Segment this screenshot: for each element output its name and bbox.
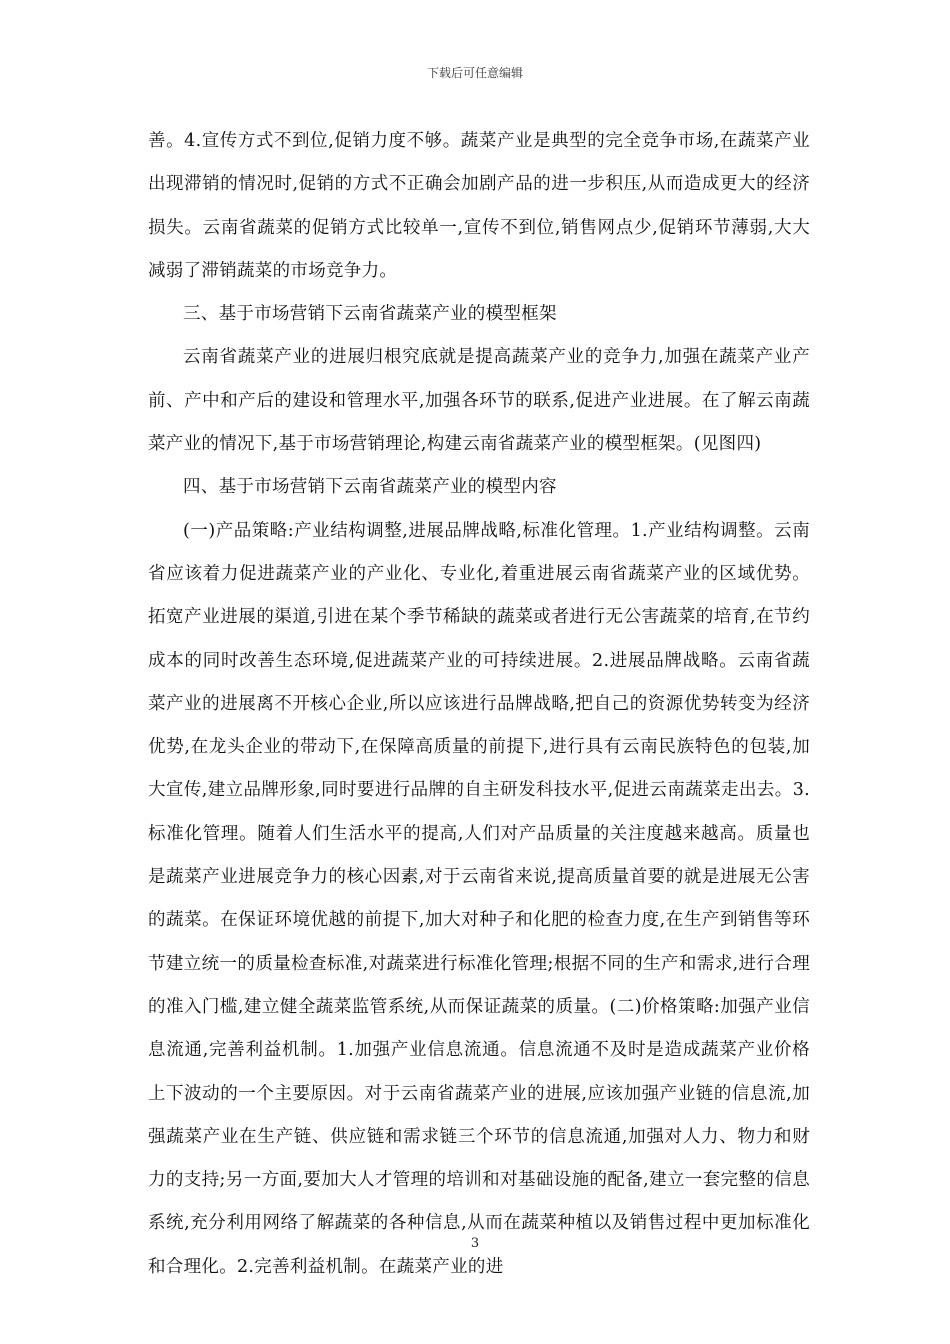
section-heading-3: 三、基于市场营销下云南省蔬菜产业的模型框架	[183, 304, 557, 325]
paragraph-model-framework: 云南省蔬菜产业的进展归根究底就是提高蔬菜产业的竞争力,加强在蔬菜产业产前、产中和产后的建设和管理水平,加强各环节的联系,促进产业进展。在了解云南蔬菜产业的情况下,基于市场营销理论,构建云南省蔬菜产业的模型框架。(见图四)	[148, 347, 810, 455]
paragraph-strategies: (一)产品策略:产业结构调整,进展品牌战略,标准化管理。1.产业结构调整。云南省应该着力促进蔬菜产业的产业化、专业化,着重进展云南省蔬菜产业的区域优势。拓宽产业进展的渠道,引进在某个季节稀缺的蔬菜或者进行无公害蔬菜的培育,在节约成本的同时改善生态环境,促进蔬菜产业的可持续进展。2.进展品牌战略。云南省蔬菜产业的进展离不开核心企业,所以应该进行品牌战略,把自己的资源优势转变为经济优势,在龙头企业的带动下,在保障高质量的前提下,进行具有云南民族特色的包装,加大宣传,建立品牌形象,同时要进行品牌的自主研发科技水平,促进云南蔬菜走出去。3.标准化管理。随着人们生活水平的提高,人们对产品质量的关注度越来越高。质量也是蔬菜产业进展竞争力的核心因素,对于云南省来说,提高质量首要的就是进展无公害的蔬菜。在保证环境优越的前提下,加大对种子和化肥的检查力度,在生产到销售等环节建立统一的质量检查标准,对蔬菜进行标准化管理;根据不同的生产和需求,进行合理的准入门槛,建立健全蔬菜监管系统,从而保证蔬菜的质量。(二)价格策略:加强产业信息流通,完善利益机制。1.加强产业信息流通。信息流通不及时是造成蔬菜产业价格上下波动的一个主要原因。对于云南省蔬菜产业的进展,应该加强产业链的信息流,加强蔬菜产业在生产链、供应链和需求链三个环节的信息流通,加强对人力、物力和财力的支持;另一方面,要加大人才管理的培训和对基础设施的配备,建立一套完整的信息系统,充分利用网络了解蔬菜的各种信息,从而在蔬菜种植以及销售过程中更加标准化和合理化。2.完善利益机制。在蔬菜产业的进	[148, 520, 810, 1277]
section-heading-4: 四、基于市场营销下云南省蔬菜产业的模型内容	[183, 477, 557, 498]
paragraph-continuation: 善。4.宣传方式不到位,促销力度不够。蔬菜产业是典型的完全竞争市场,在蔬菜产业出现滞销的情况时,促销的方式不正确会加剧产品的进一步积压,从而造成更大的经济损失。云南省蔬菜的促销方式比较单一,宣传不到位,销售网点少,促销环节薄弱,大大减弱了滞销蔬菜的市场竞争力。	[148, 131, 810, 281]
page-header: 下载后可任意编辑	[426, 66, 523, 80]
document-body	[148, 120, 810, 1289]
page-number: 3	[470, 1236, 480, 1251]
